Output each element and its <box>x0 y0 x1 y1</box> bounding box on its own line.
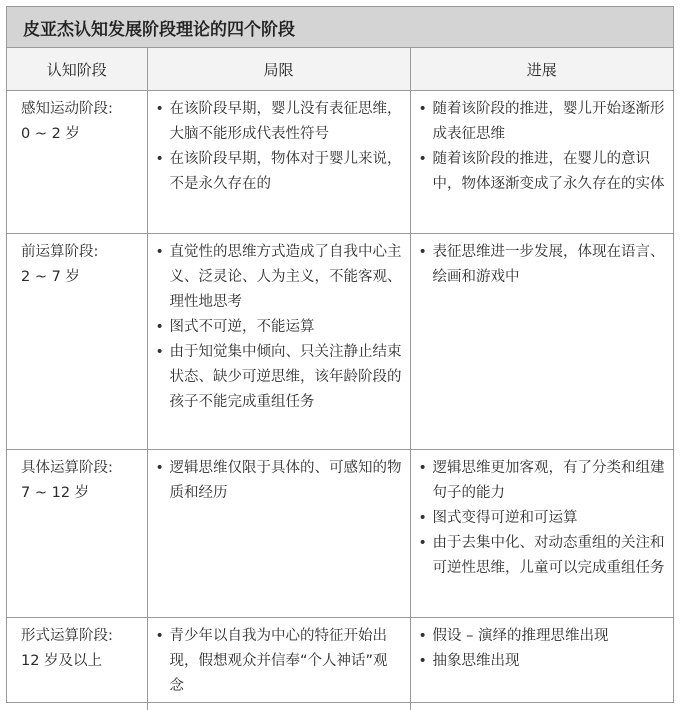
stage-name: 前运算阶段: <box>21 240 139 265</box>
header-limit: 局限 <box>147 48 410 91</box>
stage-name: 感知运动阶段: <box>21 97 139 122</box>
stage-name: 形式运算阶段: <box>21 624 139 649</box>
progress-cell <box>410 91 673 234</box>
list-item: • 图式变得可逆和可运算 <box>419 506 666 531</box>
list-item: • 抽象思维出现 <box>419 649 666 674</box>
list-item: • 直觉性的思维方式造成了自我中心主义、泛灵论、人为主义，不能客观、理性地思考 <box>156 240 402 315</box>
table-row <box>7 234 673 450</box>
limits-cell <box>147 618 410 710</box>
list-item: • 由于知觉集中倾向、只关注静止结束状态、缺少可逆思维，该年龄阶段的孩子不能完成重组任务 <box>156 340 402 415</box>
list-item: • 图式不可逆，不能运算 <box>156 315 402 340</box>
table-title: 皮亚杰认知发展阶段理论的四个阶段 <box>7 7 673 48</box>
progress-cell <box>410 618 673 710</box>
header-progress: 进展 <box>410 48 673 91</box>
list-item: • 随着该阶段的推进，在婴儿的意识中，物体逐渐变成了永久存在的实体 <box>419 147 666 197</box>
stage-age: 12 岁及以上 <box>21 649 139 674</box>
stage-cell <box>7 618 147 710</box>
stage-age: 2 ~ 7 岁 <box>21 265 139 290</box>
list-item: • 随着该阶段的推进，婴儿开始逐渐形成表征思维 <box>419 97 666 147</box>
progress-cell <box>410 234 673 450</box>
progress-cell <box>410 450 673 618</box>
stages-table <box>7 48 673 710</box>
stage-age: 0 ~ 2 岁 <box>21 122 139 147</box>
stage-name: 具体运算阶段: <box>21 456 139 481</box>
limits-cell <box>147 91 410 234</box>
list-item: • 在该阶段早期，物体对于婴儿来说，不是永久存在的 <box>156 147 402 197</box>
stages-table-frame <box>6 6 674 703</box>
stage-cell <box>7 91 147 234</box>
table-row <box>7 91 673 234</box>
list-item: • 假设 – 演绎的推理思维出现 <box>419 624 666 649</box>
header-stage: 认知阶段 <box>7 48 147 91</box>
list-item: • 在该阶段早期，婴儿没有表征思维，大脑不能形成代表性符号 <box>156 97 402 147</box>
table-row <box>7 450 673 618</box>
list-item: • 表征思维进一步发展，体现在语言、绘画和游戏中 <box>419 240 666 290</box>
stage-cell <box>7 450 147 618</box>
list-item: • 由于去集中化、对动态重组的关注和可逆性思维，儿童可以完成重组任务 <box>419 531 666 581</box>
header-row <box>7 48 673 91</box>
limits-cell <box>147 450 410 618</box>
stage-cell <box>7 234 147 450</box>
list-item: • 青少年以自我为中心的特征开始出现，假想观众并信奉“个人神话”观念 <box>156 624 402 699</box>
table-row <box>7 618 673 710</box>
limits-cell <box>147 234 410 450</box>
stage-age: 7 ~ 12 岁 <box>21 481 139 506</box>
list-item: • 逻辑思维更加客观，有了分类和组建句子的能力 <box>419 456 666 506</box>
list-item: • 逻辑思维仅限于具体的、可感知的物质和经历 <box>156 456 402 506</box>
